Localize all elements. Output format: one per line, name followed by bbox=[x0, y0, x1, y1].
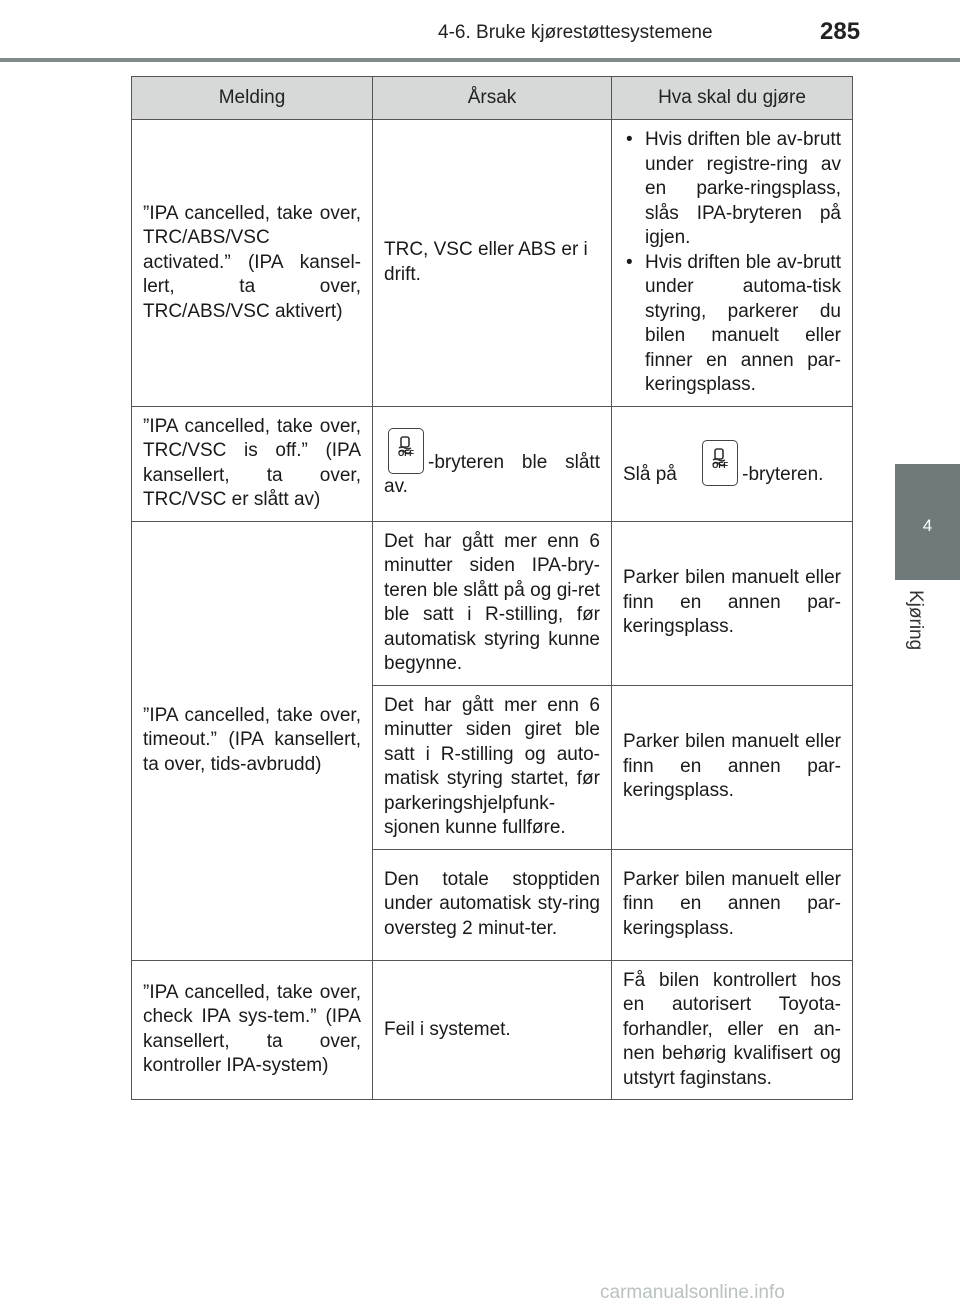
action-text-prefix: Slå på bbox=[623, 463, 677, 485]
cause-cell: TRC, VSC eller ABS er i drift. bbox=[373, 120, 612, 407]
message-cell: ”IPA cancelled, take over, TRC/VSC is off.” (IPA kansellert, ta over, TRC/VSC er slått av) bbox=[132, 406, 373, 521]
vsc-off-switch-icon: OFF bbox=[702, 440, 738, 486]
header-divider bbox=[0, 58, 960, 62]
action-cell bbox=[612, 406, 853, 521]
column-header-cause: Årsak bbox=[373, 77, 612, 120]
action-cell: Parker bilen manuelt eller finn en annen par-keringsplass. bbox=[612, 685, 853, 849]
table-row bbox=[132, 521, 853, 685]
action-text-suffix: -bryteren. bbox=[742, 463, 824, 485]
action-cell: Parker bilen manuelt eller finn en annen par-keringsplass. bbox=[612, 521, 853, 685]
table-header-row bbox=[132, 77, 853, 120]
cause-cell: Det har gått mer enn 6 minutter siden IPA-bry-teren ble slått på og gi-ret ble satt i R-stilling, før automatisk styring kunne begynne. bbox=[373, 521, 612, 685]
page-number: 285 bbox=[820, 18, 861, 45]
vsc-off-switch-icon: OFF bbox=[388, 428, 424, 474]
column-header-action: Hva skal du gjøre bbox=[612, 77, 853, 120]
message-cell: ”IPA cancelled, take over, timeout.” (IPA kansellert, ta over, tids-avbrudd) bbox=[132, 521, 373, 960]
cause-text: -bryteren ble slått av. bbox=[384, 451, 600, 497]
chapter-number: 4 bbox=[922, 516, 933, 535]
message-cell: ”IPA cancelled, take over, TRC/ABS/VSC activated.” (IPA kansel-lert, ta over, TRC/ABS/VSC aktivert) bbox=[132, 120, 373, 407]
action-cell bbox=[612, 120, 853, 407]
cause-cell: Det har gått mer enn 6 minutter siden giret ble satt i R-stilling og auto-matisk styring startet, før parkeringshjelpfunk-sjonen kunne fullføre. bbox=[373, 685, 612, 849]
column-header-message: Melding bbox=[132, 77, 373, 120]
table-row bbox=[132, 406, 853, 521]
table-row bbox=[132, 960, 853, 1100]
watermark: carmanualsonline.info bbox=[600, 1282, 785, 1303]
message-cell: ”IPA cancelled, take over, check IPA sys-tem.” (IPA kansellert, ta over, kontroller IPA-system) bbox=[132, 960, 373, 1100]
list-item: • Hvis driften ble av-brutt under registre-ring av en parke-ringsplass, slås IPA-bryteren på igjen. bbox=[623, 128, 841, 251]
cause-cell: Feil i systemet. bbox=[373, 960, 612, 1100]
action-cell: Parker bilen manuelt eller finn en annen par-keringsplass. bbox=[612, 849, 853, 960]
chapter-label: Kjøring bbox=[905, 590, 926, 651]
list-item: • Hvis driften ble av-brutt under automa-tisk styring, parkerer du bilen manuelt eller finner en annen par-keringsplass. bbox=[623, 251, 841, 398]
action-cell: Få bilen kontrollert hos en autorisert Toyota-forhandler, eller en an-nen behørig kvalifisert og utstyrt faginstans. bbox=[612, 960, 853, 1100]
section-title: 4-6. Bruke kjørestøttesystemene bbox=[438, 22, 713, 43]
action-list bbox=[623, 128, 841, 398]
table-row bbox=[132, 120, 853, 407]
message-table bbox=[131, 76, 853, 1100]
cause-cell: Den totale stopptiden under automatisk sty-ring oversteg 2 minut-ter. bbox=[373, 849, 612, 960]
cause-cell bbox=[373, 406, 612, 521]
